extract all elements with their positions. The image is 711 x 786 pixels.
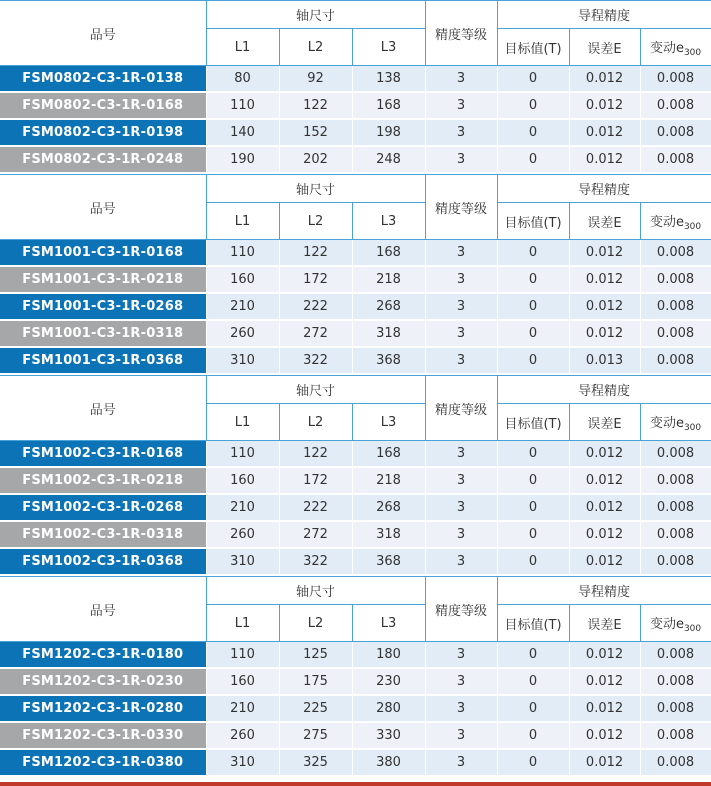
l1-cell: 160	[206, 668, 279, 695]
variation-label: 变动e	[649, 214, 684, 230]
lead-accuracy-header: 导程精度	[497, 1, 711, 29]
l3-header: L3	[352, 404, 425, 441]
table-row	[0, 548, 711, 575]
l1-cell: 160	[206, 467, 279, 494]
table-row	[0, 668, 711, 695]
error-cell: 0.012	[569, 548, 640, 575]
l1-cell: 110	[206, 642, 279, 669]
l2-cell: 122	[279, 240, 352, 267]
error-cell: 0.012	[569, 494, 640, 521]
l1-cell: 190	[206, 146, 279, 173]
spec-table	[0, 375, 711, 576]
l1-cell: 260	[206, 521, 279, 548]
grade-cell: 3	[425, 347, 497, 374]
grade-cell: 3	[425, 521, 497, 548]
target-cell: 0	[497, 441, 569, 468]
part-number-cell: FSM1002-C3-1R-0268	[0, 494, 206, 521]
l1-cell: 160	[206, 266, 279, 293]
grade-cell: 3	[425, 66, 497, 93]
error-header: 误差E	[569, 404, 640, 441]
l2-cell: 222	[279, 293, 352, 320]
variation-cell: 0.008	[640, 66, 711, 93]
l2-cell: 92	[279, 66, 352, 93]
table-row	[0, 266, 711, 293]
variation-cell: 0.008	[640, 92, 711, 119]
table-row	[0, 66, 711, 93]
error-cell: 0.012	[569, 119, 640, 146]
target-header: 目标值(T)	[497, 29, 569, 66]
l1-header: L1	[206, 29, 279, 66]
l1-header: L1	[206, 404, 279, 441]
part-number-cell: FSM1002-C3-1R-0168	[0, 441, 206, 468]
l2-cell: 125	[279, 642, 352, 669]
l3-cell: 168	[352, 92, 425, 119]
variation-cell: 0.008	[640, 119, 711, 146]
l2-cell: 275	[279, 722, 352, 749]
l2-cell: 322	[279, 548, 352, 575]
target-cell: 0	[497, 695, 569, 722]
error-cell: 0.012	[569, 146, 640, 173]
target-header: 目标值(T)	[497, 605, 569, 642]
l2-cell: 152	[279, 119, 352, 146]
l3-header: L3	[352, 29, 425, 66]
l2-header: L2	[279, 404, 352, 441]
table-row	[0, 467, 711, 494]
variation-cell: 0.008	[640, 441, 711, 468]
grade-cell: 3	[425, 722, 497, 749]
l1-cell: 140	[206, 119, 279, 146]
l2-header: L2	[279, 203, 352, 240]
target-cell: 0	[497, 347, 569, 374]
error-cell: 0.012	[569, 749, 640, 776]
l2-cell: 225	[279, 695, 352, 722]
grade-cell: 3	[425, 695, 497, 722]
part-number-cell: FSM0802-C3-1R-0198	[0, 119, 206, 146]
part-number-cell: FSM0802-C3-1R-0168	[0, 92, 206, 119]
grade-cell: 3	[425, 548, 497, 575]
header-row-top	[0, 1, 711, 29]
grade-cell: 3	[425, 749, 497, 776]
variation-label: 变动e	[649, 40, 684, 56]
error-cell: 0.012	[569, 293, 640, 320]
part-number-cell: FSM1001-C3-1R-0168	[0, 240, 206, 267]
variation-header	[640, 605, 711, 642]
axis-size-header: 轴尺寸	[206, 577, 425, 605]
l1-cell: 310	[206, 548, 279, 575]
header-row-top	[0, 577, 711, 605]
l1-cell: 260	[206, 320, 279, 347]
table-row	[0, 722, 711, 749]
error-header: 误差E	[569, 203, 640, 240]
l1-cell: 80	[206, 66, 279, 93]
variation-header	[640, 404, 711, 441]
header-row-top	[0, 376, 711, 404]
accuracy-grade-header: 精度等级	[425, 1, 497, 66]
target-cell: 0	[497, 668, 569, 695]
variation-cell: 0.008	[640, 695, 711, 722]
variation-subscript: 300	[683, 221, 702, 232]
l1-cell: 310	[206, 347, 279, 374]
l1-cell: 210	[206, 695, 279, 722]
target-cell: 0	[497, 467, 569, 494]
part-number-cell: FSM1002-C3-1R-0218	[0, 467, 206, 494]
variation-cell: 0.008	[640, 668, 711, 695]
l2-cell: 172	[279, 266, 352, 293]
grade-cell: 3	[425, 494, 497, 521]
part-number-cell: FSM1002-C3-1R-0368	[0, 548, 206, 575]
error-cell: 0.012	[569, 467, 640, 494]
l3-cell: 268	[352, 293, 425, 320]
l2-cell: 272	[279, 521, 352, 548]
l2-cell: 172	[279, 467, 352, 494]
target-cell: 0	[497, 494, 569, 521]
variation-header	[640, 29, 711, 66]
part-no-header: 品号	[0, 577, 206, 642]
target-cell: 0	[497, 92, 569, 119]
l3-header: L3	[352, 203, 425, 240]
table-row	[0, 119, 711, 146]
grade-cell: 3	[425, 467, 497, 494]
part-number-cell: FSM1202-C3-1R-0180	[0, 642, 206, 669]
grade-cell: 3	[425, 320, 497, 347]
error-header: 误差E	[569, 29, 640, 66]
table-row	[0, 146, 711, 173]
l3-cell: 180	[352, 642, 425, 669]
target-cell: 0	[497, 240, 569, 267]
table-row	[0, 92, 711, 119]
variation-cell: 0.008	[640, 722, 711, 749]
part-number-cell: FSM1202-C3-1R-0330	[0, 722, 206, 749]
target-cell: 0	[497, 119, 569, 146]
l3-cell: 330	[352, 722, 425, 749]
grade-cell: 3	[425, 92, 497, 119]
part-number-cell: FSM1001-C3-1R-0368	[0, 347, 206, 374]
l1-header: L1	[206, 605, 279, 642]
table-row	[0, 642, 711, 669]
error-cell: 0.012	[569, 441, 640, 468]
target-cell: 0	[497, 548, 569, 575]
l3-cell: 280	[352, 695, 425, 722]
variation-cell: 0.008	[640, 240, 711, 267]
l2-cell: 175	[279, 668, 352, 695]
variation-subscript: 300	[683, 47, 702, 58]
l1-cell: 110	[206, 240, 279, 267]
l2-header: L2	[279, 605, 352, 642]
part-number-cell: FSM1001-C3-1R-0268	[0, 293, 206, 320]
l1-cell: 210	[206, 494, 279, 521]
variation-cell: 0.008	[640, 521, 711, 548]
accuracy-grade-header: 精度等级	[425, 577, 497, 642]
lead-accuracy-header: 导程精度	[497, 577, 711, 605]
l3-cell: 368	[352, 548, 425, 575]
target-cell: 0	[497, 146, 569, 173]
lead-accuracy-header: 导程精度	[497, 376, 711, 404]
variation-subscript: 300	[683, 623, 702, 634]
part-number-cell: FSM1202-C3-1R-0280	[0, 695, 206, 722]
table-row	[0, 695, 711, 722]
error-cell: 0.012	[569, 521, 640, 548]
grade-cell: 3	[425, 668, 497, 695]
grade-cell: 3	[425, 441, 497, 468]
l2-cell: 322	[279, 347, 352, 374]
table-row	[0, 494, 711, 521]
l3-header: L3	[352, 605, 425, 642]
grade-cell: 3	[425, 293, 497, 320]
target-cell: 0	[497, 722, 569, 749]
variation-cell: 0.008	[640, 293, 711, 320]
part-number-cell: FSM1001-C3-1R-0318	[0, 320, 206, 347]
bottom-rule	[0, 782, 711, 786]
l1-cell: 210	[206, 293, 279, 320]
variation-cell: 0.008	[640, 548, 711, 575]
spec-table	[0, 174, 711, 375]
variation-cell: 0.008	[640, 146, 711, 173]
spec-table	[0, 576, 711, 777]
table-row	[0, 320, 711, 347]
l2-cell: 122	[279, 92, 352, 119]
grade-cell: 3	[425, 642, 497, 669]
variation-cell: 0.008	[640, 642, 711, 669]
table-row	[0, 347, 711, 374]
error-cell: 0.012	[569, 266, 640, 293]
variation-label: 变动e	[649, 616, 684, 632]
l3-cell: 138	[352, 66, 425, 93]
l3-cell: 168	[352, 240, 425, 267]
l3-cell: 268	[352, 494, 425, 521]
part-number-cell: FSM1202-C3-1R-0230	[0, 668, 206, 695]
l1-cell: 260	[206, 722, 279, 749]
part-number-cell: FSM1001-C3-1R-0218	[0, 266, 206, 293]
error-cell: 0.012	[569, 66, 640, 93]
lead-accuracy-header: 导程精度	[497, 175, 711, 203]
variation-cell: 0.008	[640, 266, 711, 293]
l3-cell: 368	[352, 347, 425, 374]
error-cell: 0.012	[569, 722, 640, 749]
grade-cell: 3	[425, 119, 497, 146]
error-cell: 0.013	[569, 347, 640, 374]
l3-cell: 248	[352, 146, 425, 173]
accuracy-grade-header: 精度等级	[425, 175, 497, 240]
grade-cell: 3	[425, 240, 497, 267]
l1-cell: 110	[206, 92, 279, 119]
variation-cell: 0.008	[640, 494, 711, 521]
grade-cell: 3	[425, 146, 497, 173]
part-number-cell: FSM1002-C3-1R-0318	[0, 521, 206, 548]
error-cell: 0.012	[569, 92, 640, 119]
l3-cell: 230	[352, 668, 425, 695]
l3-cell: 218	[352, 266, 425, 293]
table-row	[0, 441, 711, 468]
variation-cell: 0.008	[640, 320, 711, 347]
table-row	[0, 521, 711, 548]
l1-cell: 310	[206, 749, 279, 776]
part-no-header: 品号	[0, 175, 206, 240]
part-no-header: 品号	[0, 1, 206, 66]
table-row	[0, 240, 711, 267]
axis-size-header: 轴尺寸	[206, 1, 425, 29]
part-number-cell: FSM0802-C3-1R-0248	[0, 146, 206, 173]
target-cell: 0	[497, 521, 569, 548]
l1-cell: 110	[206, 441, 279, 468]
part-number-cell: FSM0802-C3-1R-0138	[0, 66, 206, 93]
l3-cell: 318	[352, 521, 425, 548]
part-number-cell: FSM1202-C3-1R-0380	[0, 749, 206, 776]
error-cell: 0.012	[569, 320, 640, 347]
table-row	[0, 749, 711, 776]
variation-cell: 0.008	[640, 749, 711, 776]
header-row-top	[0, 175, 711, 203]
target-cell: 0	[497, 66, 569, 93]
target-cell: 0	[497, 320, 569, 347]
axis-size-header: 轴尺寸	[206, 376, 425, 404]
target-cell: 0	[497, 266, 569, 293]
target-cell: 0	[497, 293, 569, 320]
variation-subscript: 300	[683, 422, 702, 433]
l1-header: L1	[206, 203, 279, 240]
l3-cell: 198	[352, 119, 425, 146]
target-cell: 0	[497, 642, 569, 669]
l2-cell: 202	[279, 146, 352, 173]
error-cell: 0.012	[569, 695, 640, 722]
error-cell: 0.012	[569, 240, 640, 267]
l3-cell: 380	[352, 749, 425, 776]
target-header: 目标值(T)	[497, 404, 569, 441]
axis-size-header: 轴尺寸	[206, 175, 425, 203]
error-header: 误差E	[569, 605, 640, 642]
variation-cell: 0.008	[640, 467, 711, 494]
table-row	[0, 293, 711, 320]
target-cell: 0	[497, 749, 569, 776]
accuracy-grade-header: 精度等级	[425, 376, 497, 441]
error-cell: 0.012	[569, 642, 640, 669]
l2-cell: 325	[279, 749, 352, 776]
l2-cell: 272	[279, 320, 352, 347]
l3-cell: 168	[352, 441, 425, 468]
error-cell: 0.012	[569, 668, 640, 695]
l2-cell: 122	[279, 441, 352, 468]
variation-header	[640, 203, 711, 240]
part-no-header: 品号	[0, 376, 206, 441]
variation-cell: 0.008	[640, 347, 711, 374]
l2-cell: 222	[279, 494, 352, 521]
spec-table	[0, 0, 711, 174]
l3-cell: 318	[352, 320, 425, 347]
grade-cell: 3	[425, 266, 497, 293]
l2-header: L2	[279, 29, 352, 66]
l3-cell: 218	[352, 467, 425, 494]
target-header: 目标值(T)	[497, 203, 569, 240]
variation-label: 变动e	[649, 415, 684, 431]
